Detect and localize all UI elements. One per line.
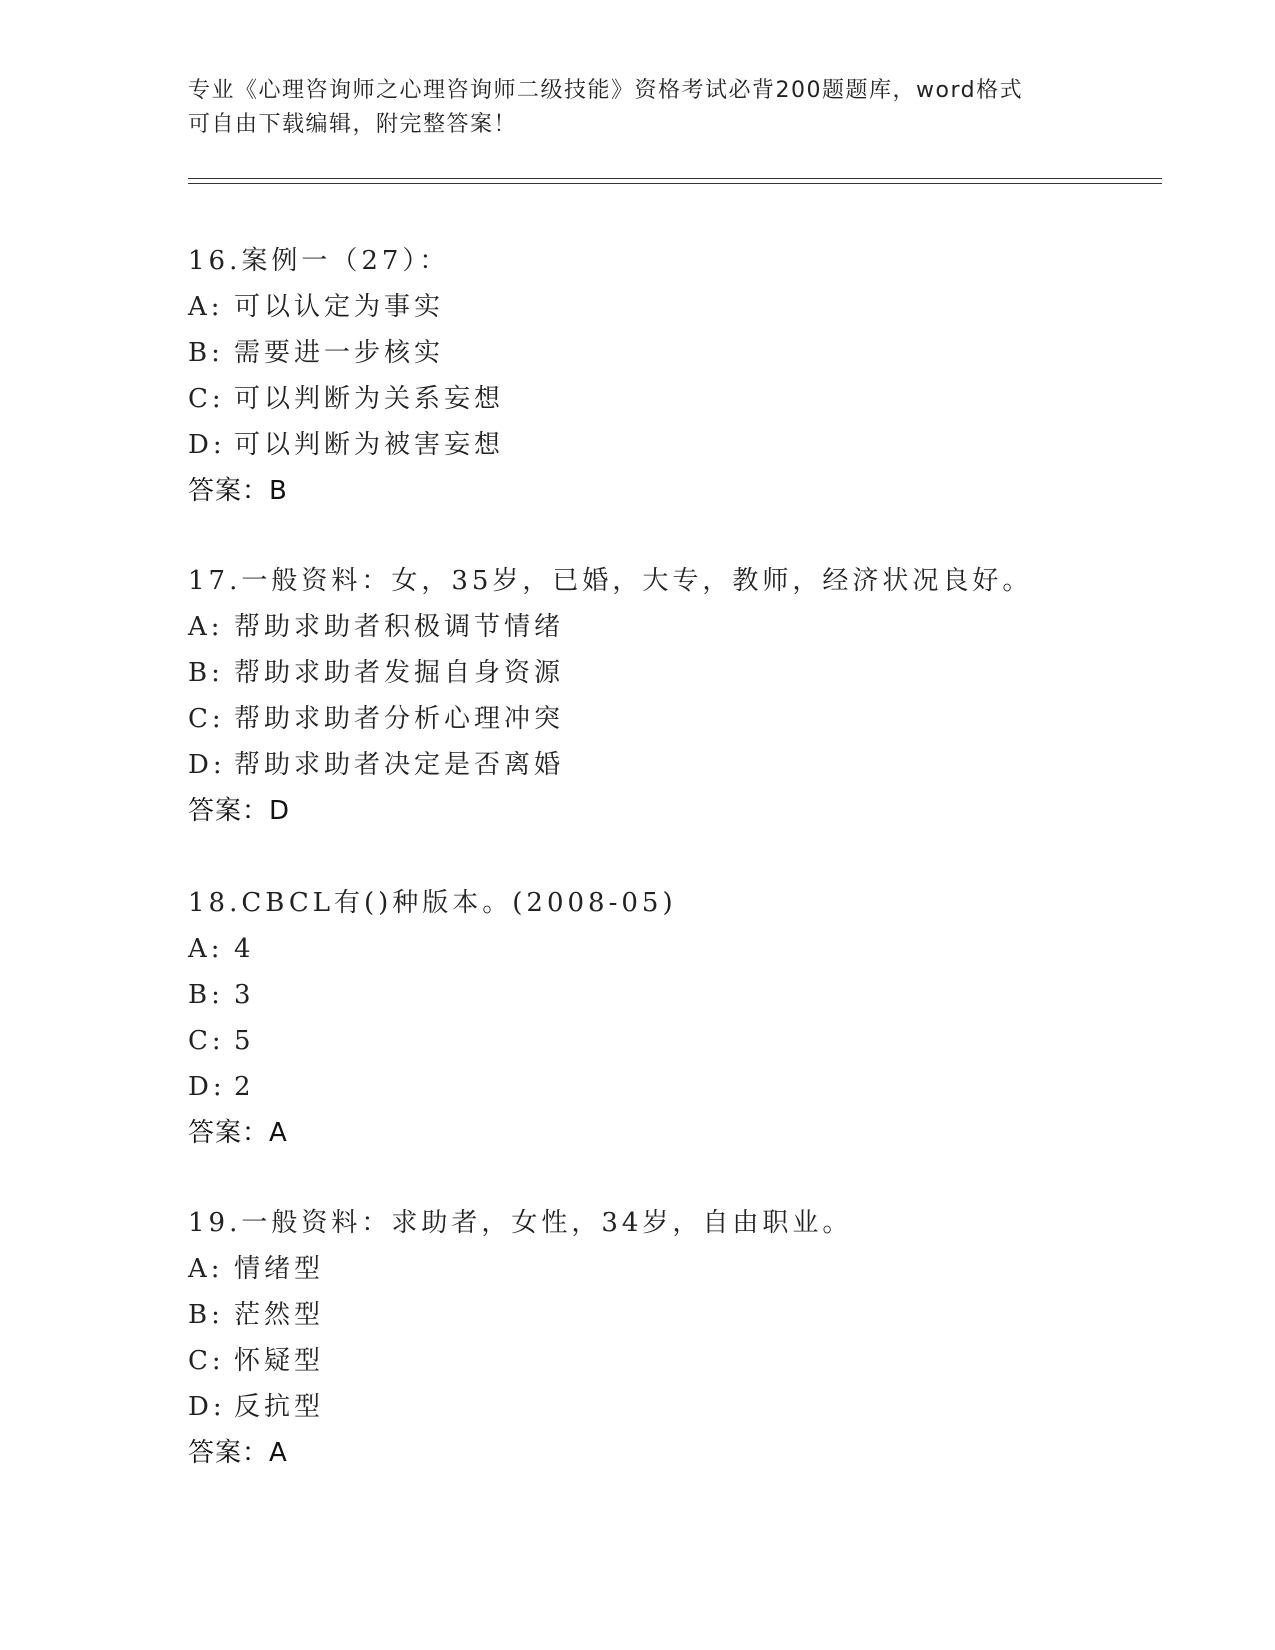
document-header bbox=[188, 74, 1088, 142]
header-divider-top bbox=[188, 178, 1162, 179]
option-c bbox=[188, 1338, 1168, 1384]
option-b bbox=[188, 650, 1168, 696]
option-d bbox=[188, 422, 1168, 468]
option-c bbox=[188, 376, 1168, 422]
question-19 bbox=[188, 1200, 1168, 1476]
question-17 bbox=[188, 558, 1168, 834]
option-b bbox=[188, 330, 1168, 376]
option-text: 5 bbox=[234, 1026, 255, 1056]
option-text: 反抗型 bbox=[234, 1392, 325, 1422]
answer-line: 答案：D bbox=[188, 796, 291, 826]
option-label: B: bbox=[188, 658, 224, 688]
option-text: 帮助求助者分析心理冲突 bbox=[234, 704, 565, 734]
option-text: 2 bbox=[234, 1072, 255, 1102]
option-d bbox=[188, 1384, 1168, 1430]
option-label: B: bbox=[188, 980, 224, 1010]
option-d bbox=[188, 742, 1168, 788]
header-divider-bottom bbox=[188, 183, 1162, 184]
header-title-line-1: 专业《心理咨询师之心理咨询师二级技能》资格考试必背200题题库，word格式 bbox=[188, 78, 1024, 103]
option-text: 可以判断为关系妄想 bbox=[234, 384, 505, 414]
option-label: A: bbox=[188, 292, 224, 322]
option-label: A: bbox=[188, 612, 224, 642]
question-16 bbox=[188, 238, 1168, 514]
option-label: C: bbox=[188, 704, 225, 734]
option-text: 茫然型 bbox=[234, 1300, 325, 1330]
option-label: D: bbox=[188, 430, 226, 460]
option-b bbox=[188, 1292, 1168, 1338]
answer-line: 答案：B bbox=[188, 476, 288, 506]
option-label: D: bbox=[188, 1392, 226, 1422]
answer-line: 答案：A bbox=[188, 1438, 288, 1468]
option-text: 帮助求助者发掘自身资源 bbox=[234, 658, 565, 688]
option-text: 可以判断为被害妄想 bbox=[234, 430, 505, 460]
option-text: 怀疑型 bbox=[234, 1346, 325, 1376]
option-label: A: bbox=[188, 1254, 224, 1284]
option-b bbox=[188, 972, 1168, 1018]
option-d bbox=[188, 1064, 1168, 1110]
option-a bbox=[188, 604, 1168, 650]
option-a bbox=[188, 284, 1168, 330]
option-text: 情绪型 bbox=[234, 1254, 325, 1284]
option-text: 可以认定为事实 bbox=[234, 292, 445, 322]
option-a bbox=[188, 1246, 1168, 1292]
answer-line: 答案：A bbox=[188, 1118, 288, 1148]
question-stem: 19.一般资料：求助者，女性，34岁，自由职业。 bbox=[188, 1208, 853, 1238]
option-c bbox=[188, 1018, 1168, 1064]
header-title-line-2: 可自由下载编辑，附完整答案！ bbox=[188, 112, 518, 137]
option-label: B: bbox=[188, 1300, 224, 1330]
option-label: C: bbox=[188, 384, 225, 414]
option-text: 需要进一步核实 bbox=[234, 338, 445, 368]
option-c bbox=[188, 696, 1168, 742]
question-stem: 16.案例一（27）： bbox=[188, 246, 450, 276]
option-a bbox=[188, 926, 1168, 972]
question-stem: 18.CBCL有()种版本。(2008-05) bbox=[188, 888, 677, 918]
option-label: B: bbox=[188, 338, 224, 368]
option-text: 帮助求助者决定是否离婚 bbox=[234, 750, 565, 780]
option-label: D: bbox=[188, 1072, 226, 1102]
option-label: A: bbox=[188, 934, 224, 964]
question-18 bbox=[188, 880, 1168, 1156]
question-stem: 17.一般资料：女，35岁，已婚，大专，教师，经济状况良好。 bbox=[188, 566, 1033, 596]
option-text: 3 bbox=[234, 980, 255, 1010]
option-label: D: bbox=[188, 750, 226, 780]
option-text: 4 bbox=[234, 934, 255, 964]
option-text: 帮助求助者积极调节情绪 bbox=[234, 612, 565, 642]
option-label: C: bbox=[188, 1346, 225, 1376]
option-label: C: bbox=[188, 1026, 225, 1056]
